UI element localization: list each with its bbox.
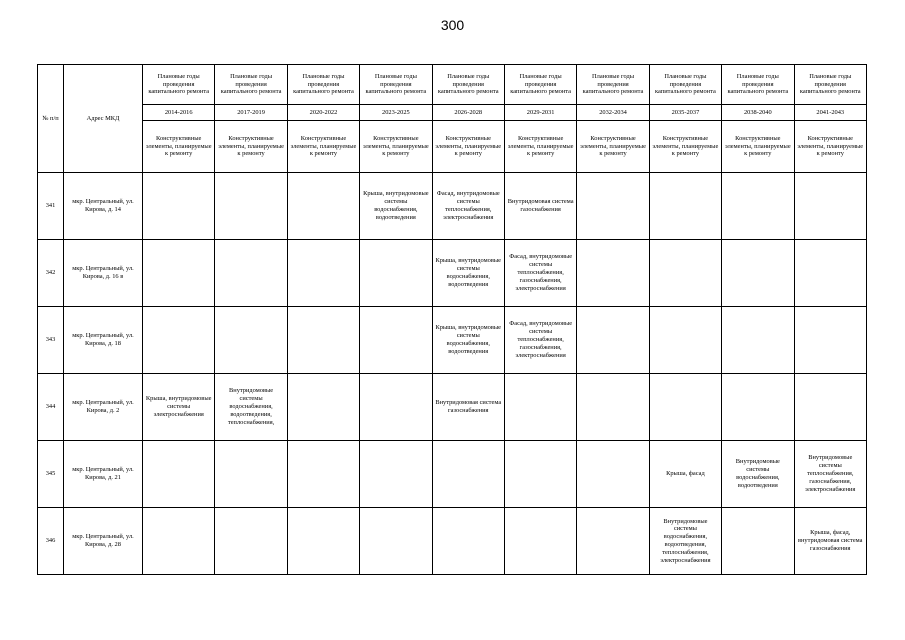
header-period-title: Плановые годы проведения капитального ремонта [360,65,432,105]
planned-elements-cell [649,240,721,307]
header-period-years: 2035-2037 [649,105,721,121]
planned-elements-cell [215,173,287,240]
planned-elements-cell [504,374,576,441]
header-element-label: Конструктивные элементы, планируемые к ремонту [504,121,576,173]
planned-elements-cell [360,240,432,307]
header-element-label: Конструктивные элементы, планируемые к ремонту [649,121,721,173]
planned-elements-cell [143,240,215,307]
table-header [38,65,867,173]
header-period-years: 2038-2040 [722,105,794,121]
row-number: 342 [38,240,64,307]
planned-elements-cell [577,240,649,307]
header-element-label: Конструктивные элементы, планируемые к ремонту [722,121,794,173]
header-period-years: 2017-2019 [215,105,287,121]
planned-elements-cell [722,307,794,374]
table-row [38,240,867,307]
header-period-title: Плановые годы проведения капитального ремонта [794,65,866,105]
row-address: мкр. Центральный, ул. Кирова, д. 16 в [64,240,143,307]
table-row [38,307,867,374]
planned-elements-cell [143,508,215,575]
planned-elements-cell [143,441,215,508]
planned-elements-cell [143,173,215,240]
planned-elements-cell: Внутридомовые системы теплоснабжения, газоснабжения, электроснабжения [794,441,866,508]
header-period-years: 2020-2022 [287,105,359,121]
planned-elements-cell [504,441,576,508]
header-num: № п/п [38,65,64,173]
header-period-title: Плановые годы проведения капитального ремонта [504,65,576,105]
planned-elements-cell [794,173,866,240]
header-period-years: 2032-2034 [577,105,649,121]
page-number: 300 [440,17,465,33]
header-element-label: Конструктивные элементы, планируемые к ремонту [432,121,504,173]
planned-elements-cell [649,374,721,441]
table-row [38,508,867,575]
row-number: 343 [38,307,64,374]
planned-elements-cell: Фасад, внутридомовые системы теплоснабжения, газоснабжения, электроснабжения [504,240,576,307]
planned-elements-cell [794,374,866,441]
header-period-title: Плановые годы проведения капитального ремонта [287,65,359,105]
planned-elements-cell [722,508,794,575]
table-body [38,173,867,575]
header-address: Адрес МКД [64,65,143,173]
planned-elements-cell [577,374,649,441]
planned-elements-cell [360,441,432,508]
header-period-title: Плановые годы проведения капитального ремонта [722,65,794,105]
planned-elements-cell: Крыша, фасад, внутридомовая система газоснабжения [794,508,866,575]
repair-schedule-table [37,64,867,575]
planned-elements-cell [722,240,794,307]
planned-elements-cell [504,508,576,575]
planned-elements-cell: Внутридомовая система газоснабжения [504,173,576,240]
header-period-title: Плановые годы проведения капитального ремонта [143,65,215,105]
planned-elements-cell [287,307,359,374]
planned-elements-cell [577,441,649,508]
planned-elements-cell [722,173,794,240]
planned-elements-cell [287,240,359,307]
header-element-label: Конструктивные элементы, планируемые к ремонту [360,121,432,173]
planned-elements-cell: Крыша, фасад [649,441,721,508]
planned-elements-cell [287,173,359,240]
header-period-years: 2026-2028 [432,105,504,121]
planned-elements-cell [577,173,649,240]
planned-elements-cell [360,307,432,374]
header-element-label: Конструктивные элементы, планируемые к ремонту [215,121,287,173]
planned-elements-cell [215,508,287,575]
planned-elements-cell [432,441,504,508]
row-number: 345 [38,441,64,508]
row-number: 346 [38,508,64,575]
header-period-years: 2029-2031 [504,105,576,121]
planned-elements-cell: Внутридомовые системы водоснабжения, водоотведения [722,441,794,508]
planned-elements-cell [432,508,504,575]
planned-elements-cell: Внутридомовые системы водоснабжения, водоотведения, теплоснабжения, электроснабжения [649,508,721,575]
row-address: мкр. Центральный, ул. Кирова, д. 28 [64,508,143,575]
planned-elements-cell: Фасад, внутридомовые системы теплоснабжения, электроснабжения [432,173,504,240]
header-period-years: 2041-2043 [794,105,866,121]
header-element-label: Конструктивные элементы, планируемые к ремонту [577,121,649,173]
planned-elements-cell: Крыша, внутридомовые системы водоснабжения, водоотведения [360,173,432,240]
header-element-label: Конструктивные элементы, планируемые к ремонту [143,121,215,173]
planned-elements-cell [215,307,287,374]
row-number: 344 [38,374,64,441]
planned-elements-cell [722,374,794,441]
planned-elements-cell [577,307,649,374]
planned-elements-cell [360,508,432,575]
row-address: мкр. Центральный, ул. Кирова, д. 2 [64,374,143,441]
table-row [38,374,867,441]
row-address: мкр. Центральный, ул. Кирова, д. 14 [64,173,143,240]
header-element-label: Конструктивные элементы, планируемые к ремонту [287,121,359,173]
header-period-title: Плановые годы проведения капитального ремонта [215,65,287,105]
header-period-years: 2023-2025 [360,105,432,121]
planned-elements-cell [360,374,432,441]
planned-elements-cell [794,240,866,307]
planned-elements-cell [794,307,866,374]
planned-elements-cell [649,307,721,374]
planned-elements-cell: Крыша, внутридомовые системы электроснабжения [143,374,215,441]
row-address: мкр. Центральный, ул. Кирова, д. 18 [64,307,143,374]
planned-elements-cell [215,441,287,508]
planned-elements-cell: Внутридомовая система газоснабжения [432,374,504,441]
table-row [38,441,867,508]
planned-elements-cell [287,374,359,441]
header-element-label: Конструктивные элементы, планируемые к ремонту [794,121,866,173]
planned-elements-cell [143,307,215,374]
planned-elements-cell: Фасад, внутридомовые системы теплоснабжения, газоснабжения, электроснабжения [504,307,576,374]
row-number: 341 [38,173,64,240]
planned-elements-cell: Крыша, внутридомовые системы водоснабжения, водоотведения [432,307,504,374]
planned-elements-cell [287,441,359,508]
planned-elements-cell [287,508,359,575]
planned-elements-cell: Крыша, внутридомовые системы водоснабжения, водоотведения [432,240,504,307]
planned-elements-cell: Внутридомовые системы водоснабжения, водоотведения, теплоснабжения, [215,374,287,441]
planned-elements-cell [649,173,721,240]
planned-elements-cell [215,240,287,307]
planned-elements-cell [577,508,649,575]
table-row [38,173,867,240]
header-period-title: Плановые годы проведения капитального ремонта [432,65,504,105]
header-period-years: 2014-2016 [143,105,215,121]
header-period-title: Плановые годы проведения капитального ремонта [577,65,649,105]
row-address: мкр. Центральный, ул. Кирова, д. 21 [64,441,143,508]
header-period-title: Плановые годы проведения капитального ремонта [649,65,721,105]
